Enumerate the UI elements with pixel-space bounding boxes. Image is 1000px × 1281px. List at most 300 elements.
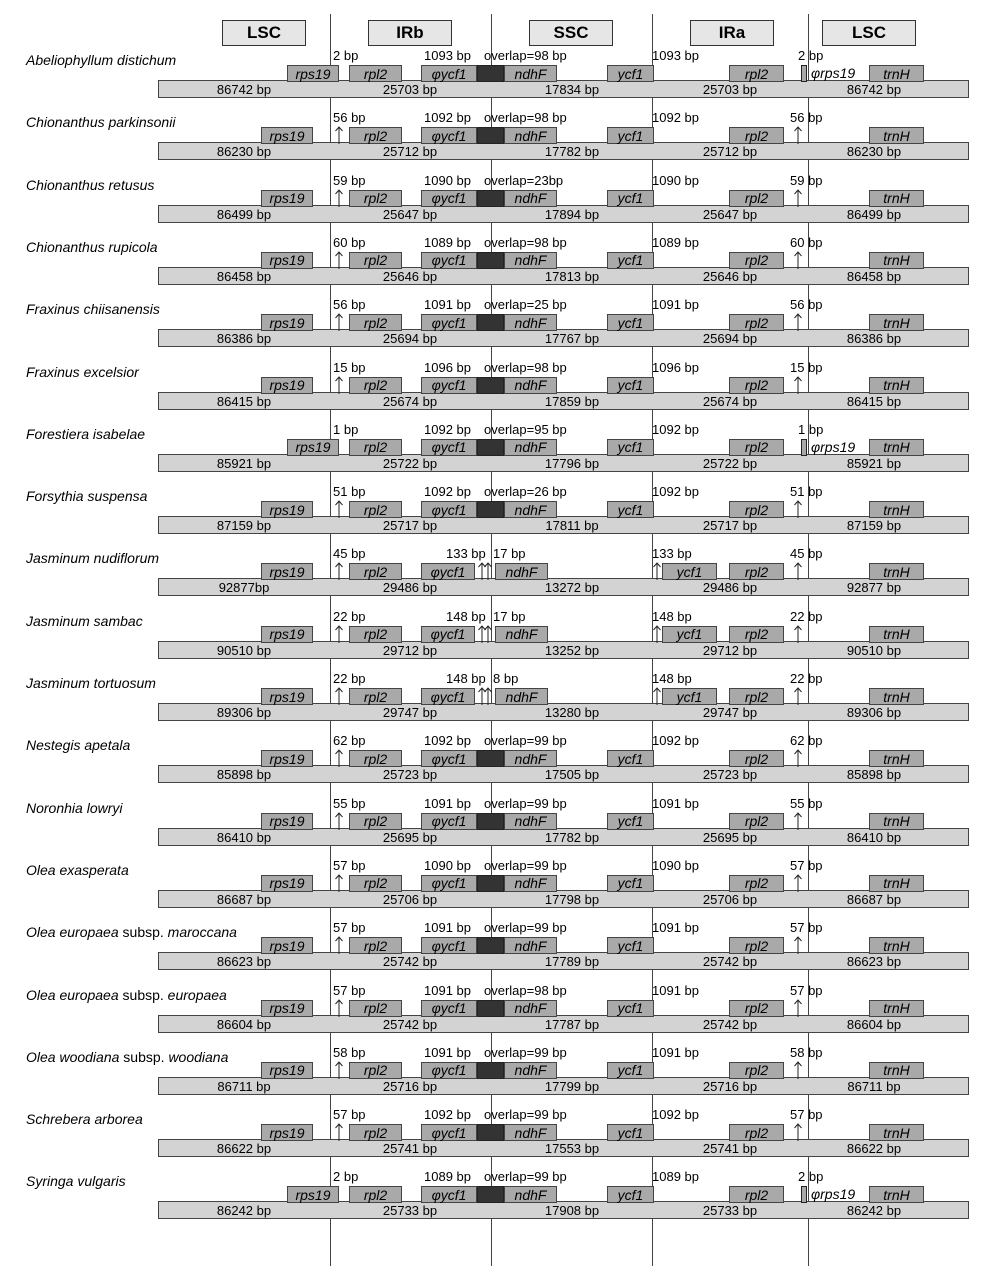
gene-ndhF: ndhF [504,1062,557,1079]
species-name [26,613,143,629]
ssc-length: 17782 bp [544,829,600,845]
jsb-label: 1091 bp [424,1044,471,1060]
species-row [0,1107,1000,1177]
lsc2-length: 86410 bp [846,829,902,845]
arrow-up-icon [483,625,493,643]
species-name [26,1049,228,1065]
species-binomial: Chionanthus parkinsonii [26,114,176,131]
gene-trnH: trnH [869,501,924,518]
jsb-label: 1089 bp [424,234,471,250]
gene-rps19: rps19 [261,937,313,954]
gene-trnH: trnH [869,127,924,144]
irb-length: 25694 bp [382,331,438,347]
jla-label: 15 bp [790,359,823,375]
arrow-up-icon [334,749,344,767]
gene-rps19: rps19 [287,439,339,456]
arrow-up-icon [793,1061,803,1079]
gene-rps19-pseudo: φrps19 [811,1186,856,1203]
species-row [0,671,1000,741]
ira-length: 25742 bp [702,954,758,970]
ssc-length: 17799 bp [544,1078,600,1094]
jssc-label: 17 bp [493,546,526,562]
jla-label: 60 bp [790,234,823,250]
rps19-pseudo-mark [801,65,807,82]
species-binomial: Olea woodiana [26,1048,120,1065]
jla-label: 55 bp [790,795,823,811]
jlb-label: 51 bp [333,484,366,500]
species-name [26,426,145,442]
gene-rpl2-irb: rpl2 [349,439,402,456]
species-name [26,550,159,566]
lsc-length: 86711 bp [217,1078,271,1094]
gene-rpl2-ira: rpl2 [729,750,784,767]
gene-trnH: trnH [869,1000,924,1017]
jla-label: 59 bp [790,172,823,188]
lsc-length: 86687 bp [216,891,272,907]
jssc-label: overlap=26 bp [484,484,567,500]
species-name [26,488,147,504]
ssc-length: 17553 bp [544,1141,600,1157]
jla-label: 56 bp [790,110,823,126]
lsc-length: 86415 bp [216,393,272,409]
arrow-up-icon [334,376,344,394]
gene-ycf1-pseudo: φycf1 [421,688,475,705]
arrow-up-icon [793,313,803,331]
gene-ycf1-pseudo: φycf1 [421,813,477,830]
ssc-length: 17782 bp [544,144,600,160]
overlap-block [477,65,504,82]
subspecies-epithet: woodiana [168,1048,229,1065]
jlb-label: 2 bp [333,1169,359,1185]
ssc-length: 13272 bp [544,580,600,596]
gene-ycf1: ycf1 [607,501,654,518]
jsb-label: 1090 bp [424,172,471,188]
gene-ycf1: ycf1 [607,65,654,82]
jsb-label: 1089 bp [424,1169,471,1185]
overlap-block [477,1062,504,1079]
subspecies-marker: subsp. [118,924,168,941]
lsc-length: 86622 bp [216,1141,272,1157]
jla-label: 57 bp [790,920,823,936]
species-binomial: Noronhia lowryi [26,799,123,816]
irb-length: 25742 bp [382,954,438,970]
jssc-label: overlap=98 bp [484,234,567,250]
jsa-label: 1091 bp [652,1044,699,1060]
overlap-block [477,377,504,394]
species-row [0,172,1000,243]
jsb-label: 1092 bp [424,110,471,126]
overlap-block [477,813,504,830]
gene-rpl2-irb: rpl2 [349,937,402,954]
lsc-length: 85921 bp [216,455,272,471]
ssc-length: 17859 bp [544,393,600,409]
ira-length: 29712 bp [702,642,758,658]
jla-label: 22 bp [790,608,823,624]
ssc-length: 17798 bp [544,891,600,907]
species-name [26,1111,143,1127]
lsc-length: 86386 bp [216,331,272,347]
jssc-label: overlap=99 bp [484,1044,567,1060]
species-row [0,608,1000,679]
gene-rpl2-ira: rpl2 [729,190,784,207]
lsc-length: 92877bp [218,580,270,596]
gene-trnH: trnH [869,314,924,331]
jssc-label: overlap=98 bp [484,359,567,375]
species-name [26,364,139,380]
gene-ndhF: ndhF [504,813,557,830]
gene-ycf1: ycf1 [607,127,654,144]
gene-trnH: trnH [869,252,924,269]
species-row [0,857,1000,928]
gene-rpl2-ira: rpl2 [729,252,784,269]
gene-ycf1-pseudo: φycf1 [421,377,477,394]
gene-rpl2-irb: rpl2 [349,626,402,643]
gene-rpl2-ira: rpl2 [729,65,784,82]
gene-ycf1: ycf1 [607,1186,654,1203]
species-binomial: Chionanthus rupicola [26,238,158,255]
jsb-label: 1096 bp [424,359,471,375]
overlap-block [477,875,504,892]
arrow-up-icon [334,189,344,207]
rps19-pseudo-mark [801,1186,807,1203]
gene-ycf1: ycf1 [607,439,654,456]
species-name [26,924,237,940]
arrow-up-icon [793,1123,803,1141]
gene-ycf1: ycf1 [607,875,654,892]
gene-trnH: trnH [869,1124,924,1141]
gene-rpl2-ira: rpl2 [729,127,784,144]
subspecies-epithet: europaea [167,986,227,1003]
jsb-label: 1092 bp [424,484,471,500]
arrow-up-icon [334,500,344,518]
gene-rps19: rps19 [287,1186,339,1203]
arrow-up-icon [793,500,803,518]
gene-rpl2-irb: rpl2 [349,688,402,705]
jlb-label: 62 bp [333,733,366,749]
gene-ycf1-pseudo: φycf1 [421,563,475,580]
gene-ycf1-ira: ycf1 [662,626,717,643]
gene-ycf1-pseudo: φycf1 [421,1186,477,1203]
gene-ndhF: ndhF [504,190,557,207]
lsc-length: 86410 bp [216,829,272,845]
gene-ndhF: ndhF [495,688,548,705]
gene-rpl2-irb: rpl2 [349,190,402,207]
arrow-up-icon [334,562,344,580]
ira-length: 25723 bp [702,767,758,783]
gene-rpl2-irb: rpl2 [349,65,402,82]
jsa-label: 1091 bp [652,920,699,936]
gene-trnH: trnH [869,377,924,394]
irb-length: 25741 bp [382,1141,438,1157]
jsa-label: 1091 bp [652,982,699,998]
gene-rpl2-ira: rpl2 [729,1000,784,1017]
overlap-block [477,190,504,207]
irb-length: 25674 bp [382,393,438,409]
gene-rps19: rps19 [261,875,313,892]
gene-rps19: rps19 [261,1124,313,1141]
ssc-length: 17834 bp [544,82,600,97]
ssc-length: 13280 bp [544,705,600,720]
jsa-label: 1096 bp [652,359,699,375]
gene-trnH: trnH [869,190,924,207]
gene-ycf1-pseudo: φycf1 [421,314,477,331]
lsc-length: 89306 bp [216,705,272,720]
ira-length: 25712 bp [702,144,758,160]
ira-length: 25716 bp [702,1078,758,1094]
gene-ndhF: ndhF [504,501,557,518]
gene-ndhF: ndhF [504,65,557,82]
gene-ycf1-pseudo: φycf1 [421,937,477,954]
gene-ndhF: ndhF [495,563,548,580]
jlb-label: 59 bp [333,172,366,188]
species-row [0,733,1000,803]
gene-rps19: rps19 [287,65,339,82]
subspecies-epithet: maroccana [167,924,237,941]
lsc-length: 86230 bp [216,144,272,160]
ssc-length: 17908 bp [544,1203,600,1219]
ssc-length: 17787 bp [544,1016,600,1032]
ira-length: 25674 bp [702,393,758,409]
ira-length: 25703 bp [702,82,758,97]
gene-trnH: trnH [869,1186,924,1203]
lsc2-length: 87159 bp [846,518,902,534]
jsb-label: 1092 bp [424,421,471,437]
gene-rps19-pseudo: φrps19 [811,438,856,455]
jla-label: 56 bp [790,297,823,313]
ira-length: 25722 bp [702,455,758,471]
arrow-up-icon [334,936,344,954]
arrow-up-icon [652,687,662,705]
jsa-label: 1092 bp [652,421,699,437]
gene-ndhF: ndhF [504,439,557,456]
species-binomial: Syringa vulgaris [26,1173,126,1190]
species-row [0,484,1000,554]
lsc-length: 86499 bp [216,206,272,222]
arrow-up-icon [334,126,344,144]
arrow-up-icon [334,999,344,1017]
gene-rps19: rps19 [261,252,313,269]
gene-rps19: rps19 [261,813,313,830]
arrow-up-icon [334,687,344,705]
arrow-up-icon [483,562,493,580]
irb-length: 29712 bp [382,642,438,658]
gene-rpl2-ira: rpl2 [729,937,784,954]
arrow-up-icon [334,1061,344,1079]
gene-rpl2-irb: rpl2 [349,1124,402,1141]
jssc-label: 17 bp [493,608,526,624]
ira-length: 25741 bp [702,1141,758,1157]
jlb-label: 22 bp [333,608,366,624]
gene-ycf1-pseudo: φycf1 [421,127,477,144]
gene-rps19: rps19 [261,377,313,394]
ira-length: 25694 bp [702,331,758,347]
jla-label: 22 bp [790,671,823,686]
subspecies-marker: subsp. [118,986,168,1003]
arrow-up-icon [793,999,803,1017]
gene-ycf1-pseudo: φycf1 [421,190,477,207]
overlap-block [477,1124,504,1141]
ssc-length: 17505 bp [544,767,600,783]
irb-length: 25733 bp [382,1203,438,1219]
gene-rps19: rps19 [261,314,313,331]
gene-rpl2-irb: rpl2 [349,1000,402,1017]
arrow-up-icon [483,687,493,705]
gene-trnH: trnH [869,1062,924,1079]
jsa-label: 1092 bp [652,1107,699,1123]
jla-label: 58 bp [790,1044,823,1060]
gene-trnH: trnH [869,65,924,82]
jsa-label: 1092 bp [652,733,699,749]
gene-rpl2-ira: rpl2 [729,1186,784,1203]
rps19-pseudo-mark [801,439,807,456]
jla-label: 57 bp [790,857,823,873]
jlb-label: 55 bp [333,795,366,811]
gene-rpl2-irb: rpl2 [349,750,402,767]
jsa-label: 1090 bp [652,857,699,873]
jssc-label: overlap=99 bp [484,1107,567,1123]
gene-ycf1-pseudo: φycf1 [421,65,477,82]
gene-ndhF: ndhF [504,314,557,331]
gene-ycf1-pseudo: φycf1 [421,1000,477,1017]
jlb-label: 56 bp [333,297,366,313]
jla-label: 45 bp [790,546,823,562]
gene-trnH: trnH [869,563,924,580]
gene-ycf1: ycf1 [607,1124,654,1141]
species-name [26,987,227,1003]
jla-label: 51 bp [790,484,823,500]
arrow-up-icon [334,1123,344,1141]
jssc-label: overlap=99 bp [484,733,567,749]
gene-trnH: trnH [869,937,924,954]
irb-length: 25695 bp [382,829,438,845]
lsc-length: 86623 bp [216,954,272,970]
jla-label: 2 bp [798,1169,824,1185]
lsc2-length: 86230 bp [846,144,902,160]
gene-ycf1-pseudo: φycf1 [421,626,475,643]
jssc-label: overlap=99 bp [484,920,567,936]
ssc-length: 17796 bp [544,455,600,471]
subspecies-marker: subsp. [119,1048,169,1065]
species-binomial: Fraxinus excelsior [26,363,139,380]
jsb-label: 148 bp [446,671,486,686]
gene-rps19: rps19 [261,501,313,518]
gene-ndhF: ndhF [504,937,557,954]
gene-rps19: rps19 [261,688,313,705]
species-name [26,737,130,753]
species-binomial: Olea europaea [26,924,119,941]
jla-label: 57 bp [790,1107,823,1123]
jsb-label: 148 bp [446,608,486,624]
arrow-up-icon [793,687,803,705]
gene-ycf1-pseudo: φycf1 [421,439,477,456]
jsa-label: 1089 bp [652,1169,699,1185]
species-name [26,301,160,317]
jssc-label: overlap=98 bp [484,982,567,998]
gene-ycf1: ycf1 [607,750,654,767]
arrow-up-icon [334,313,344,331]
gene-rps19-pseudo: φrps19 [811,65,856,81]
jla-label: 2 bp [798,48,824,63]
jssc-label: overlap=95 bp [484,421,567,437]
gene-ycf1-pseudo: φycf1 [421,875,477,892]
gene-rps19: rps19 [261,626,313,643]
species-row [0,48,1000,118]
gene-rpl2-ira: rpl2 [729,1062,784,1079]
species-row [0,110,1000,180]
lsc-length: 86742 bp [216,82,272,97]
jsb-label: 1091 bp [424,297,471,313]
gene-ycf1: ycf1 [607,1062,654,1079]
gene-rpl2-ira: rpl2 [729,314,784,331]
gene-ycf1-pseudo: φycf1 [421,1062,477,1079]
gene-trnH: trnH [869,750,924,767]
jsb-label: 1091 bp [424,795,471,811]
gene-ycf1: ycf1 [607,377,654,394]
irb-length: 25712 bp [382,144,438,160]
lsc-length: 87159 bp [216,518,272,534]
gene-rpl2-ira: rpl2 [729,1124,784,1141]
jsb-label: 1092 bp [424,1107,471,1123]
jlb-label: 15 bp [333,359,366,375]
gene-ycf1: ycf1 [607,190,654,207]
species-binomial: Forsythia suspensa [26,488,148,505]
gene-ycf1-ira: ycf1 [662,688,717,705]
jssc-label: overlap=99 bp [484,857,567,873]
lsc-length: 85898 bp [216,767,272,783]
jsa-label: 148 bp [652,608,692,624]
overlap-block [477,1186,504,1203]
lsc-length: 90510 bp [216,642,272,658]
lsc2-length: 86711 bp [847,1078,901,1094]
species-name [26,177,154,193]
overlap-block [477,937,504,954]
gene-ndhF: ndhF [504,127,557,144]
irb-length: 29747 bp [382,705,438,720]
gene-rpl2-irb: rpl2 [349,1186,402,1203]
lsc2-length: 86386 bp [846,331,902,347]
jsb-label: 1091 bp [424,982,471,998]
jlb-label: 2 bp [333,48,359,63]
jsa-label: 1091 bp [652,297,699,313]
arrow-up-icon [793,126,803,144]
gene-trnH: trnH [869,688,924,705]
gene-rpl2-ira: rpl2 [729,563,784,580]
arrow-up-icon [334,251,344,269]
gene-ycf1: ycf1 [607,937,654,954]
gene-rpl2-irb: rpl2 [349,563,402,580]
irb-length: 25717 bp [382,518,438,534]
lsc2-length: 86622 bp [846,1141,902,1157]
arrow-up-icon [652,625,662,643]
jsb-label: 133 bp [446,546,486,562]
ssc-length: 17811 bp [545,518,599,534]
species-binomial: Jasminum tortuosum [26,675,156,691]
arrow-up-icon [793,251,803,269]
irb-length: 25646 bp [382,268,438,284]
lsc-length: 86604 bp [216,1016,272,1032]
ira-length: 25647 bp [702,206,758,222]
gene-ndhF: ndhF [504,750,557,767]
gene-trnH: trnH [869,813,924,830]
gene-ndhF: ndhF [504,875,557,892]
jlb-label: 57 bp [333,857,366,873]
gene-trnH: trnH [869,626,924,643]
overlap-block [477,127,504,144]
jlb-label: 56 bp [333,110,366,126]
gene-ndhF: ndhF [495,626,548,643]
species-row [0,1044,1000,1115]
ssc-length: 17813 bp [544,268,600,284]
